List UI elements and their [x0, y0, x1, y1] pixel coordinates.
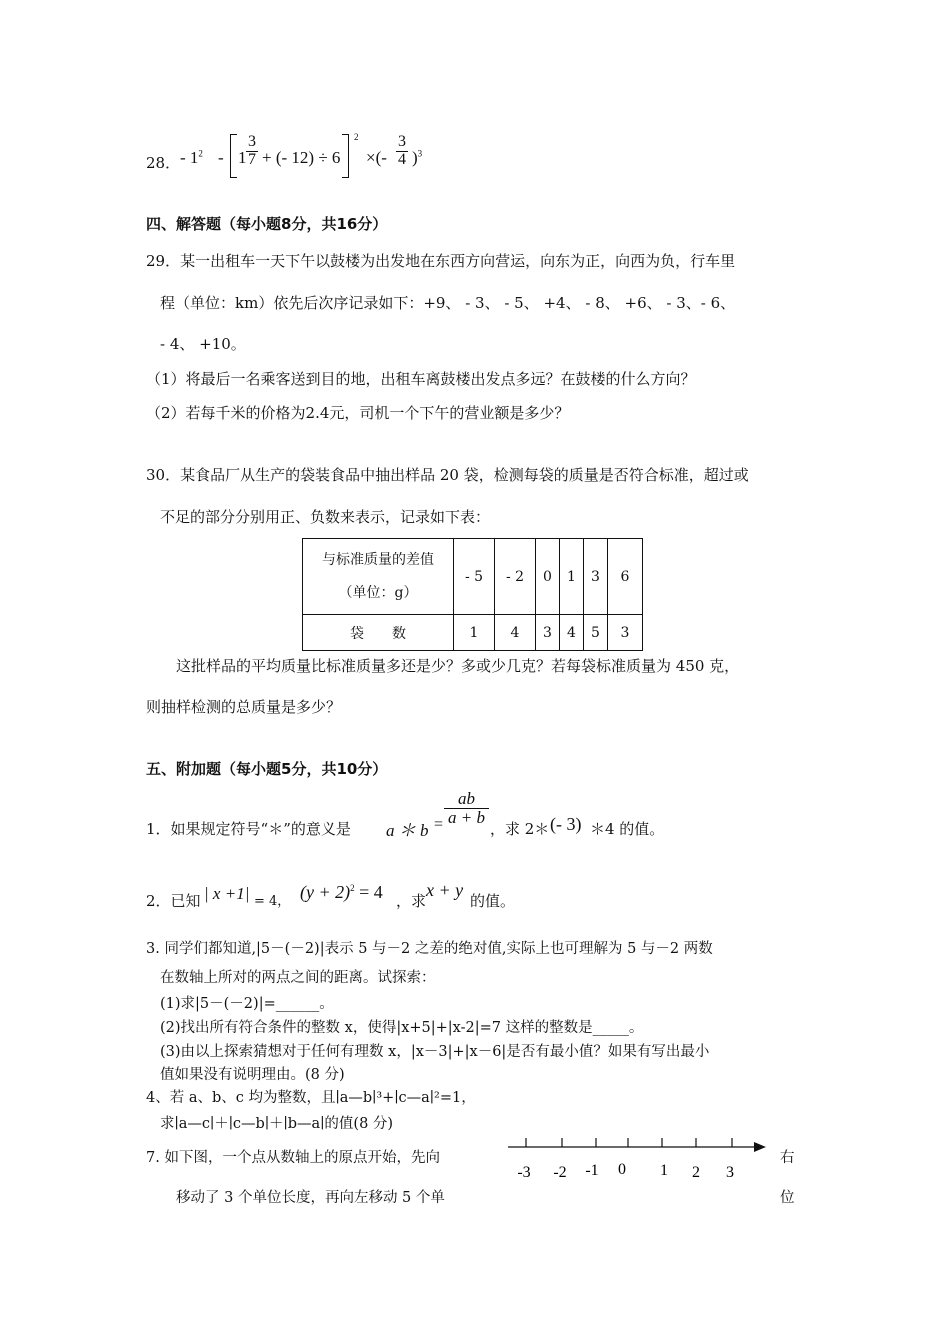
tick-label: 3 — [726, 1164, 734, 1181]
section-5-title: 五、附加题（每小题5分，共10分） — [146, 760, 388, 778]
bonus-4-line1: 4、若 a、b、c 均为整数，且∣a—b∣³+∣c—a∣²=1， — [146, 1090, 476, 1106]
bonus-3-sub3b: 值如果没有说明理由。(8 分) — [160, 1067, 345, 1083]
bonus-2 — [146, 876, 746, 912]
bonus-1-suffix: ＊4 的值。 — [590, 820, 665, 838]
q30-line2: 不足的部分分别用正、负数来表示，记录如下表： — [160, 508, 491, 526]
right-bracket — [342, 134, 349, 178]
q28-one: 1 — [238, 148, 247, 167]
table-cell: 0 — [536, 539, 560, 615]
table-cell: 6 — [608, 539, 643, 615]
q29-line2: 程（单位：km）依先后次序记录如下：+9、 ‐ 3、 ‐ 5、 +4、 ‐ 8、 +6、 ‐ 3、‐ 6、 — [160, 294, 736, 312]
table-cell: 5 — [584, 615, 608, 651]
q30-after1: 这批样品的平均质量比标准质量多还是少？多或少几克？若每袋标准质量为 450 克， — [176, 657, 740, 675]
bonus-2-mid: ，求 — [396, 892, 427, 910]
bonus-4-line2: 求∣a—c∣＋∣c—b∣＋∣b—a∣的值(8 分) — [160, 1116, 394, 1132]
q28-frac-3-7: $\frac{3}{7}$ — [248, 133, 256, 168]
table-cell: 1 — [560, 539, 584, 615]
bonus-1-mid: ，求 2＊ — [490, 820, 550, 838]
bonus-2-suffix: 的值。 — [470, 892, 516, 910]
q28-outer-exp: 2 — [354, 132, 359, 142]
bonus-7-line1: 7. 如下图，一个点从数轴上的原点开始，先向 — [146, 1150, 440, 1166]
bonus-1-prefix: 1．如果规定符号“＊”的意义是 — [146, 820, 351, 838]
arrow-right-icon — [754, 1142, 766, 1152]
section-4-title: 四、解答题（每小题8分，共16分） — [146, 215, 388, 233]
table-cell: 4 — [495, 615, 536, 651]
number-line — [500, 1130, 790, 1190]
table-row — [303, 615, 643, 651]
q29-sub2: （2）若每千米的价格为2.4元，司机一个下午的营业额是多少？ — [146, 404, 570, 422]
tick-label: 1 — [660, 1162, 668, 1179]
bonus-1-lhs: a ＊ b — [386, 821, 429, 840]
tick-label: 0 — [618, 1161, 626, 1178]
bonus-1-fraction: $\frac{ab}{a + b}$ — [444, 790, 489, 827]
bonus-1-eq: = — [434, 816, 444, 833]
bonus-2-eq4: = 4， — [254, 894, 291, 909]
bonus-2-prefix: 2．已知 — [146, 892, 201, 910]
table-cell: 1 — [454, 615, 495, 651]
tick-label: 2 — [692, 1164, 700, 1181]
tick-label: -2 — [553, 1164, 567, 1181]
table-header-cell: 与标准质量的差值 （单位：g） — [303, 539, 454, 615]
q29-sub1: （1）将最后一名乘客送到目的地，出租车离鼓楼出发点多远？在鼓楼的什么方向？ — [146, 370, 696, 388]
q28-times: ×(- — [366, 148, 387, 167]
q30-after2: 则抽样检测的总质量是多少？ — [146, 698, 342, 716]
bonus-7-line2: 移动了 3 个单位长度，再向左移动 5 个单 — [176, 1190, 445, 1206]
q28-number: 28． — [146, 154, 181, 172]
q28-term-b: + (- 12) ÷ 6 — [262, 148, 341, 167]
deviation-table — [302, 538, 643, 651]
q29-line1: 29．某一出租车一天下午以鼓楼为出发地在东西方向营运，向东为正，向西为负，行车里 — [146, 252, 736, 270]
bonus-1 — [146, 790, 746, 840]
bonus-2-abs: | x +1| — [204, 884, 250, 903]
bonus-2-square: $(y + 2)^2 = 4$ — [300, 882, 383, 902]
bonus-3-sub3a: (3)由以上探索猜想对于任何有理数 x，|x－3|+|x－6|是否有最小值？如果有写出最小 — [160, 1044, 710, 1060]
q28-minus: - — [218, 148, 224, 167]
q28-frac-3-4: $\frac{3}{4}$ — [398, 133, 406, 168]
bonus-1-paren: (- 3) — [550, 814, 582, 834]
q30-line1: 30．某食品厂从生产的袋装食品中抽出样品 20 袋，检测每袋的质量是否符合标准，超过或 — [146, 466, 749, 484]
bonus-7-right2: 位 — [780, 1190, 795, 1206]
tick-label: -1 — [585, 1162, 599, 1179]
bonus-7-right1: 右 — [780, 1150, 795, 1166]
tick-label: -3 — [517, 1164, 531, 1181]
q28-term-a: - $1^2$ — [180, 148, 203, 167]
table-cell: ‐ 5 — [454, 539, 495, 615]
q28-close: )$^3$ — [412, 148, 423, 167]
bonus-3-sub2: (2)找出所有符合条件的整数 x，使得|x+5|+|x-2|=7 这样的整数是_____。 — [160, 1020, 644, 1036]
q29-line3: ‐ 4、 +10。 — [160, 335, 246, 353]
table-header-cell: 袋 数 — [303, 615, 454, 651]
table-cell: 3 — [608, 615, 643, 651]
bonus-2-sum: x + y — [426, 880, 464, 900]
table-cell: 3 — [536, 615, 560, 651]
table-cell: ‐ 2 — [495, 539, 536, 615]
left-bracket — [230, 134, 237, 178]
table-cell: 4 — [560, 615, 584, 651]
table-cell: 3 — [584, 539, 608, 615]
bonus-3-line2: 在数轴上所对的两点之间的距离。试探索： — [160, 970, 436, 986]
table-row — [303, 539, 643, 615]
bonus-3-line1: 3. 同学们都知道,|5－(－2)|表示 5 与－2 之差的绝对值,实际上也可理解为 5 与－2 两数 — [146, 941, 713, 957]
bonus-3-sub1: (1)求|5－(－2)|=______。 — [160, 996, 334, 1012]
